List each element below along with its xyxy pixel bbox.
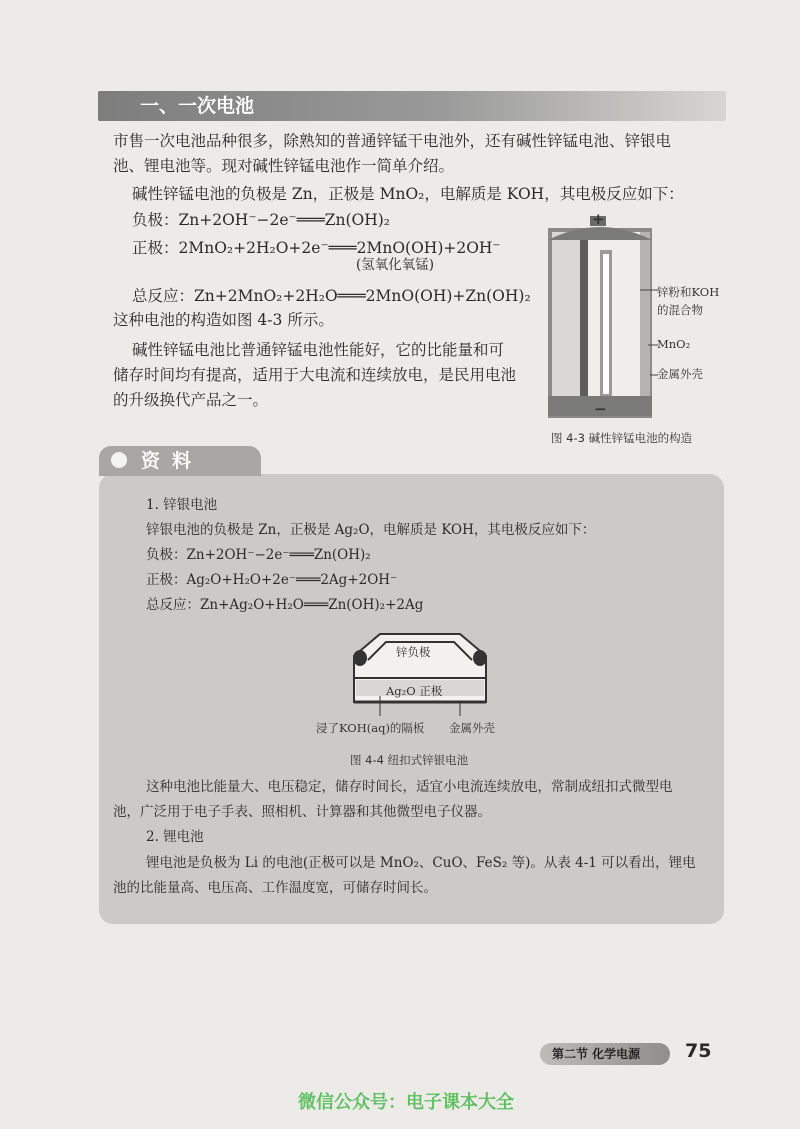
section-title: 一、一次电池 xyxy=(140,95,255,117)
battery-minus-terminal: − xyxy=(594,400,607,418)
intro-line-1: 市售一次电池品种很多，除熟知的普通锌锰干电池外，还有碱性锌锰电池、锌银电 xyxy=(113,132,672,150)
advantage-line-2: 储存时间均有提高，适用于大电流和连续放电，是民用电池 xyxy=(113,366,517,384)
info-para1-line-1: 这种电池比能量大、电压稳定，储存时间长，适宜小电流连续放电，常制成纽扣式微型电 xyxy=(146,779,673,795)
page-number: 75 xyxy=(685,1040,712,1062)
label-zinc-line-1: 锌粉和KOH xyxy=(657,285,720,299)
info-para2-line-2: 池的比能量高、电压高、工作温度宽，可储存时间长。 xyxy=(113,880,437,896)
info-heading-zinc-silver: 1. 锌银电池 xyxy=(146,497,218,513)
label-mno2: MnO₂ xyxy=(657,337,691,351)
label-ag2o-cathode: Ag₂O 正极 xyxy=(386,684,443,698)
intro-line-2: 池、锂电池等。现对碱性锌锰电池作一简单介绍。 xyxy=(113,157,455,175)
label-button-shell: 金属外壳 xyxy=(449,721,495,735)
label-metal-shell: 金属外壳 xyxy=(657,367,703,381)
info-desc-zinc-silver: 锌银电池的负极是 Zn，正极是 Ag₂O，电解质是 KOH，其电极反应如下： xyxy=(146,522,596,538)
advantage-line-3: 的升级换代产品之一。 xyxy=(113,391,269,409)
reaction-total: 总反应：Zn+2MnO₂+2H₂O═══2MnO(OH)+Zn(OH)₂ xyxy=(132,287,531,305)
info-reaction-total: 总反应：Zn+Ag₂O+H₂O═══Zn(OH)₂+2Ag xyxy=(146,597,424,613)
battery-plus-terminal: + xyxy=(592,210,605,228)
footer-section-label: 第二节 化学电源 xyxy=(552,1047,641,1061)
figure-4-4-caption: 图 4-4 纽扣式锌银电池 xyxy=(350,753,469,767)
label-zinc-anode: 锌负极 xyxy=(396,645,431,659)
alkaline-battery-diagram xyxy=(540,210,660,425)
info-para1-line-2: 池，广泛用于电子手表、照相机、计算器和其他微型电子仪器。 xyxy=(113,804,491,820)
info-tab-title: 资料 xyxy=(141,450,204,472)
info-heading-lithium: 2. 锂电池 xyxy=(146,829,204,845)
info-para2-line-1: 锂电池是负极为 Li 的电池(正极可以是 MnO₂、CuO、FeS₂ 等)。从表 4-1 可以看出，锂电 xyxy=(146,855,696,871)
figure-4-3-caption: 图 4-3 碱性锌锰电池的构造 xyxy=(551,431,693,445)
structure-line: 这种电池的构造如图 4-3 所示。 xyxy=(113,311,334,329)
reaction-positive: 正极：2MnO₂+2H₂O+2e⁻═══2MnO(OH)+2OH⁻ xyxy=(132,239,501,257)
advantage-line-1: 碱性锌锰电池比普通锌锰电池性能好，它的比能量和可 xyxy=(132,341,505,359)
label-separator: 浸了KOH(aq)的隔板 xyxy=(316,721,425,735)
bullet-dot-icon xyxy=(111,452,127,468)
reaction-negative: 负极：Zn+2OH⁻−2e⁻═══Zn(OH)₂ xyxy=(132,211,390,229)
button-cell-diagram xyxy=(340,622,500,722)
watermark-text: 微信公众号：电子课本大全 xyxy=(298,1092,514,1113)
reaction-positive-note: (氢氧化氧锰) xyxy=(356,257,435,273)
info-reaction-positive: 正极：Ag₂O+H₂O+2e⁻═══2Ag+2OH⁻ xyxy=(146,572,398,588)
info-reaction-negative: 负极：Zn+2OH⁻−2e⁻═══Zn(OH)₂ xyxy=(146,547,371,563)
label-zinc-line-2: 的混合物 xyxy=(657,303,703,317)
intro-line-3: 碱性锌锰电池的负极是 Zn，正极是 MnO₂，电解质是 KOH，其电极反应如下： xyxy=(132,185,684,203)
